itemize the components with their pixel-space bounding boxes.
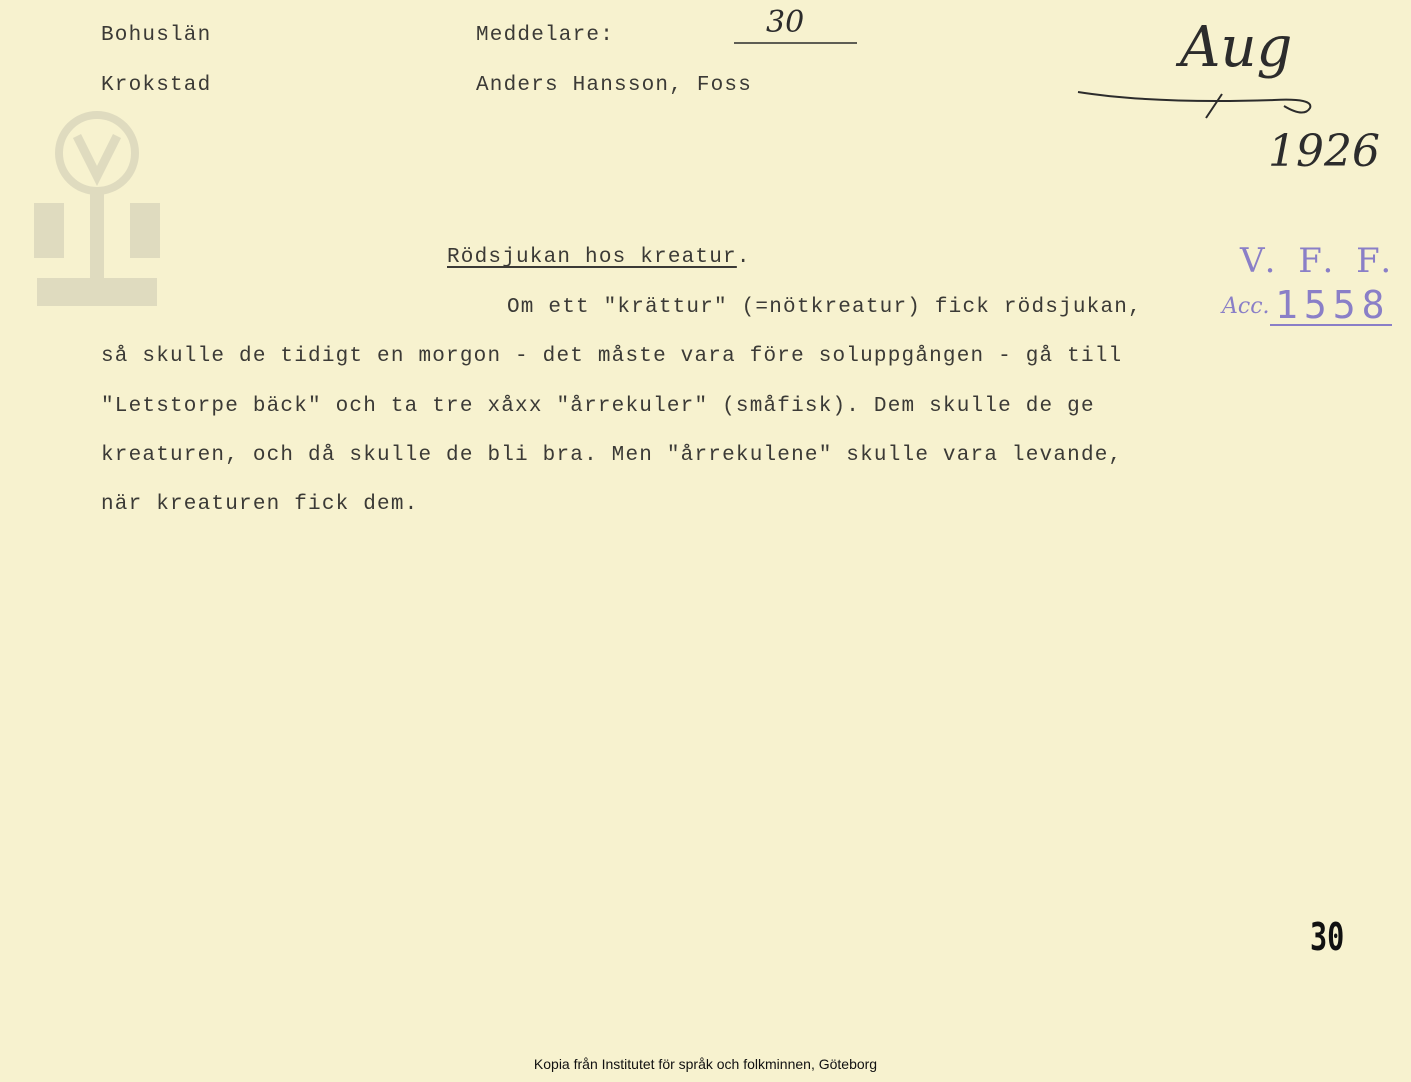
body-line-4: kreaturen, och då skulle de bli bra. Men "årrekulene" skulle vara levande,	[101, 444, 1123, 467]
body-line-5: när kreaturen fick dem.	[101, 493, 419, 516]
archive-stamp: V. F. F.	[1240, 241, 1398, 281]
body-line-2: så skulle de tidigt en morgon - det måste vara före soluppgången - gå till	[101, 345, 1123, 368]
copy-footer: Kopia från Institutet för språk och folkminnen, Göteborg	[533, 1056, 878, 1072]
document-title-punct: .	[736, 246, 751, 269]
archive-logo-watermark	[32, 108, 162, 318]
handwritten-month: Aug	[1180, 15, 1293, 80]
body-line-1: Om ett "krättur" (=nötkreatur) fick rödsjukan,	[507, 296, 1142, 319]
document-title-text: Rödsjukan hos kreatur	[447, 246, 737, 269]
handwritten-year: 1926	[1268, 126, 1380, 177]
region-label: Bohuslän	[101, 24, 212, 47]
informant-name: Anders Hansson, Foss	[476, 74, 753, 97]
stamp-rule	[1270, 322, 1394, 328]
document-title	[447, 247, 751, 268]
stamp-acc-prefix: Acc.	[1222, 294, 1270, 319]
page-number: 30	[1310, 915, 1345, 959]
date-flourish	[1074, 78, 1324, 128]
parish-label: Krokstad	[101, 74, 212, 97]
record-number-rule	[734, 40, 859, 46]
handwritten-record-number: 30	[766, 5, 805, 40]
body-line-3: "Letstorpe bäck" och ta tre xåxx "årrekuler" (småfisk). Dem skulle de ge	[101, 395, 1095, 418]
stamp-acc-number: 1558	[1275, 283, 1391, 327]
informant-label: Meddelare:	[476, 24, 615, 47]
